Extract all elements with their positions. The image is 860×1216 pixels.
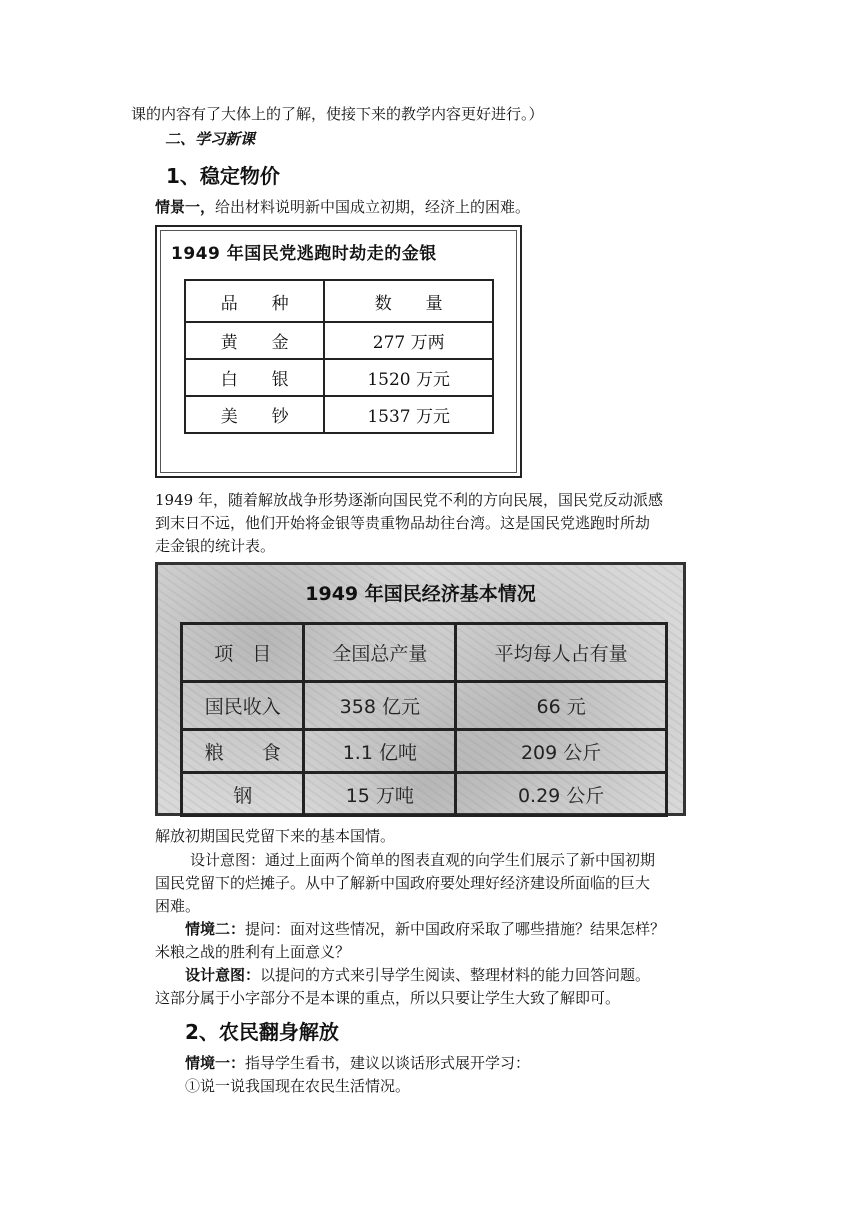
table-cell: 66 元 xyxy=(456,682,667,730)
table-header-row xyxy=(182,624,667,682)
table-row xyxy=(182,730,667,773)
table-cell: 15 万吨 xyxy=(304,773,456,816)
design-note-2-line-2: 这部分属于小字部分不是本课的重点，所以只要让学生大致了解即可。 xyxy=(155,989,621,1007)
scene-2-label: 情境二： xyxy=(185,920,246,938)
table-cell: 1.1 亿吨 xyxy=(304,730,456,773)
table-cell: 1520 万元 xyxy=(324,359,493,396)
table-cell: 国民收入 xyxy=(182,682,304,730)
table-1-caption: 1949 年国民党逃跑时劫走的金银 xyxy=(171,244,437,264)
scene-3-line xyxy=(185,1052,530,1074)
scene-3-label: 情境一： xyxy=(185,1054,246,1072)
table-cell: 黄 金 xyxy=(185,322,324,359)
scene-2-text: 提问：面对这些情况，新中国政府采取了哪些措施？结果怎样？ xyxy=(245,920,666,938)
table-header-cell: 平均每人占有量 xyxy=(456,624,667,682)
table-row xyxy=(185,359,493,396)
table-cell: 白 银 xyxy=(185,359,324,396)
subsection-title-2: 2、农民翻身解放 xyxy=(185,1020,339,1044)
design-note-2-text: 以提问的方式来引导学生阅读、整理材料的能力回答问题。 xyxy=(260,966,651,984)
paragraph-2: 解放初期国民党留下来的基本国情。 xyxy=(155,827,396,845)
design-note-1-line-2: 国民党留下的烂摊子。从中了解新中国政府要处理好经济建设所面临的巨大 xyxy=(155,874,651,892)
scene-2-line-2: 米粮之战的胜利有上面意义？ xyxy=(155,943,351,961)
table-cell: 277 万两 xyxy=(324,322,493,359)
table-header-cell: 品 种 xyxy=(185,280,324,322)
list-item-1: ①说一说我国现在农民生活情况。 xyxy=(185,1077,411,1095)
scene-3-text: 指导学生看书，建议以谈话形式展开学习： xyxy=(245,1054,531,1072)
design-note-2-line-1 xyxy=(185,964,650,986)
design-note-1-line-1: 设计意图：通过上面两个简单的图表直观的向学生们展示了新中国初期 xyxy=(190,851,656,869)
table-header-cell: 项 目 xyxy=(182,624,304,682)
section-heading: 二、学习新课 xyxy=(165,130,256,148)
table-cell: 粮 食 xyxy=(182,730,304,773)
economy-table-figure xyxy=(155,562,686,816)
paragraph-1-line-1: 1949 年，随着解放战争形势逐渐向国民党不利的方向民展，国民党反动派感 xyxy=(155,491,663,509)
design-note-1-line-3: 困难。 xyxy=(155,897,201,915)
intro-line: 课的内容有了大体上的了解，使接下来的教学内容更好进行。） xyxy=(131,105,544,123)
design-note-2-label: 设计意图： xyxy=(185,966,261,984)
table-2-caption: 1949 年国民经济基本情况 xyxy=(305,583,536,605)
table-cell: 钢 xyxy=(182,773,304,816)
paragraph-1-line-3: 走金银的统计表。 xyxy=(155,537,276,555)
subsection-title-1: 1、稳定物价 xyxy=(166,164,280,188)
table-row xyxy=(182,682,667,730)
scene-1-label: 情景一， xyxy=(155,198,216,216)
paragraph-1-line-2: 到末日不远，他们开始将金银等贵重物品劫往台湾。这是国民党逃跑时所劫 xyxy=(155,514,651,532)
scene-2-line-1 xyxy=(185,918,665,940)
gold-silver-table-figure xyxy=(155,225,522,478)
table-header-cell: 数 量 xyxy=(324,280,493,322)
table-cell: 0.29 公斤 xyxy=(456,773,667,816)
table-header-row xyxy=(185,280,493,322)
table-header-cell: 全国总产量 xyxy=(304,624,456,682)
table-cell: 美 钞 xyxy=(185,396,324,433)
table-cell: 1537 万元 xyxy=(324,396,493,433)
table-cell: 358 亿元 xyxy=(304,682,456,730)
table-row xyxy=(185,396,493,433)
scene-1-line xyxy=(155,196,530,218)
table-cell: 209 公斤 xyxy=(456,730,667,773)
scene-1-text: 给出材料说明新中国成立初期，经济上的困难。 xyxy=(215,198,531,216)
economy-table xyxy=(180,622,668,817)
gold-silver-table xyxy=(184,279,494,434)
table-row xyxy=(185,322,493,359)
table-row xyxy=(182,773,667,816)
